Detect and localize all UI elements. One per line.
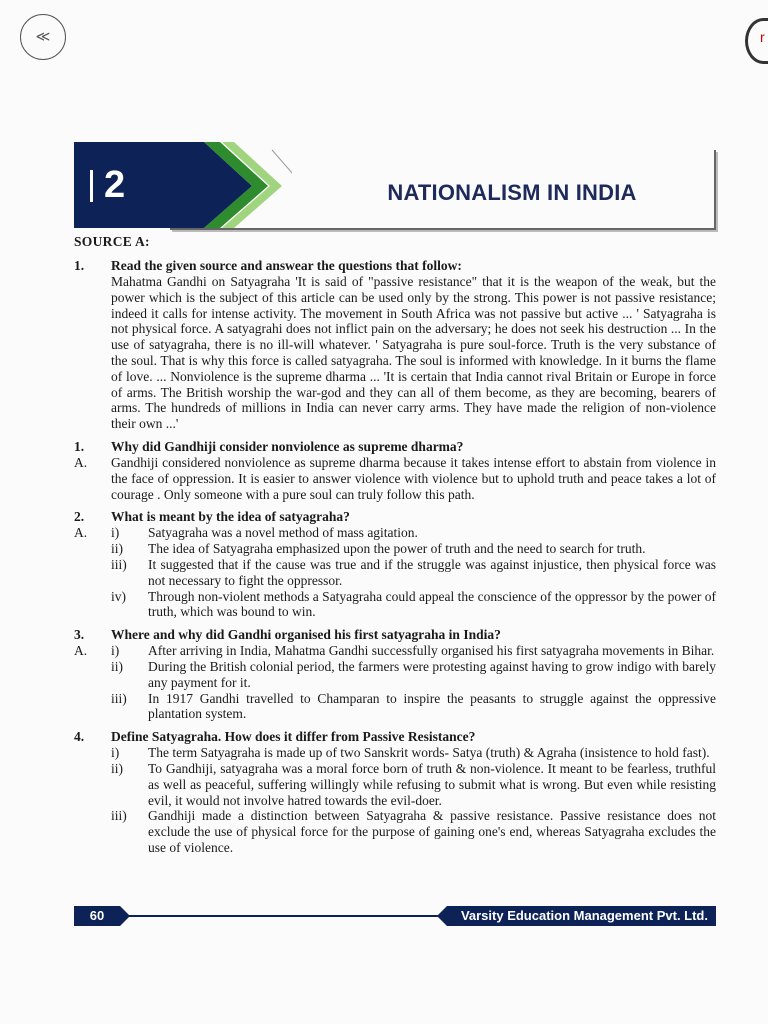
point-text: The term Satyagraha is made up of two Sanskrit words- Satya (truth) & Agraha (insistence to hold fast). — [148, 745, 710, 761]
point-numeral: ii) — [111, 760, 123, 776]
answer-point — [111, 761, 716, 808]
point-text: The idea of Satyagraha emphasized upon the power of truth and the need to search for truth. — [148, 541, 646, 557]
publisher-name: Varsity Education Management Pvt. Ltd. — [447, 906, 716, 926]
question-text: Define Satyagraha. How does it differ from Passive Resistance? — [111, 729, 476, 745]
point-text: Gandhiji made a distinction between Satyagraha & passive resistance. Passive resistance does not exclude the use of physical force for the purpose of gaining one's end, whereas Satyagraha excludes the use of violence. — [148, 808, 716, 855]
answer-point — [111, 691, 716, 723]
point-numeral: i) — [111, 643, 120, 659]
point-numeral: ii) — [111, 541, 123, 557]
point-text: In 1917 Gandhi travelled to Champaran to inspire the peasants to struggle against the oppressive plantation system. — [148, 690, 716, 722]
answer-item — [74, 525, 716, 620]
question-number: 3. — [74, 627, 85, 643]
question-item — [74, 509, 716, 525]
chapter-title: NATIONALISM IN INDIA — [387, 180, 637, 205]
question-number: 4. — [74, 729, 85, 745]
question-text: Why did Gandhiji consider nonviolence as supreme dharma? — [111, 438, 464, 454]
point-text: After arriving in India, Mahatma Gandhi successfully organised his first satyagraha movements in Bihar. — [148, 643, 715, 659]
answer-point — [111, 589, 716, 621]
page-number: 60 — [74, 906, 120, 926]
answer-point — [111, 525, 716, 541]
point-numeral: ii) — [111, 658, 123, 674]
point-numeral: iii) — [111, 808, 127, 824]
page-content — [74, 234, 716, 856]
question-item — [74, 439, 716, 455]
answer-point — [111, 557, 716, 589]
point-text: Through non-violent methods a Satyagraha could appeal the conscience of the oppressor by the power of truth, which was bound to win. — [148, 588, 716, 620]
point-text: Satyagraha was a novel method of mass agitation. — [148, 525, 418, 541]
answer-item — [74, 643, 716, 722]
back-circle-icon: ≪ — [20, 14, 66, 60]
question-item — [74, 729, 716, 745]
point-numeral: i) — [111, 745, 120, 761]
answer-point — [111, 745, 716, 761]
question-number: 1. — [74, 438, 85, 454]
question-number: 2. — [74, 509, 85, 525]
point-text: During the British colonial period, the farmers were protesting against having to grow indigo with barely any payment for it. — [148, 658, 716, 690]
question-text: What is meant by the idea of satyagraha? — [111, 509, 350, 525]
question-text: Where and why did Gandhi organised his first satyagraha in India? — [111, 627, 501, 643]
question-item — [74, 627, 716, 643]
source-question — [74, 258, 716, 432]
answer-item — [74, 745, 716, 856]
point-numeral: iii) — [111, 690, 127, 706]
source-passage: Mahatma Gandhi on Satyagraha 'It is said of "passive resistance" that it is the weapon of the weak, but the power which is the subject of this article can be used only by the strong. This power is not passive resistance; indeed it calls for intense activity. The movement in South Africa was not passive but active ... ' Satyagraha is not physical force. A satyagrahi does not inflict pain on the adversary; he does not seek his destruction ... In the use of satyagraha, there is no ill-will whatever. ' Satyagraha is pure soul-force. Truth is the very substance of the soul. That is why this force is called satyagraha. The soul is informed with knowledge. In it burns the flame of love. ... Nonviolence is the supreme dharma ... 'It is certain that India cannot rival Britain or Europe in force of arms. The British worship the war-god and they can all of them become, as they are becoming, bearers of arms. The hundreds of millions in India can never carry arms. They have made the religion of non-violence their own ...' — [111, 274, 716, 432]
point-text: It suggested that if the cause was true and if the struggle was against injustice, then physical force was not necessary to fight the oppressor. — [148, 556, 716, 588]
chapter-number: 2 — [104, 164, 126, 206]
answer-point — [111, 659, 716, 691]
answer-item — [74, 455, 716, 502]
chapter-header — [74, 142, 716, 230]
point-numeral: iv) — [111, 588, 126, 604]
source-heading: SOURCE A: — [74, 234, 150, 249]
page-footer — [74, 906, 716, 926]
point-text: To Gandhiji, satyagraha was a moral force born of truth & non-violence. It meant to be fearless, truthful as well as peaceful, suffering willingly while refusing to submit what is wrong. But even while resisting evil, it would not involve hatred towards the evil-doer. — [148, 760, 716, 808]
answer-label: A. — [74, 525, 88, 541]
chapter-tick — [90, 170, 93, 202]
question-number: 1. — [74, 258, 85, 273]
point-numeral: iii) — [111, 556, 127, 572]
answer-text: Gandhiji considered nonviolence as supreme dharma because it takes intense effort to abstain from violence in the face of oppression. It is easier to answer violence with violence but to uphold truth and peace takes a lot of courage . Only someone with a pure soul can truly follow this path. — [111, 454, 716, 502]
answer-point — [111, 541, 716, 557]
page-corner-mark: r — [745, 18, 768, 64]
answer-point — [111, 643, 716, 659]
chapter-number-box — [74, 142, 166, 228]
answer-label: A. — [74, 643, 88, 659]
answer-point — [111, 808, 716, 855]
answer-label: A. — [74, 454, 88, 470]
point-numeral: i) — [111, 525, 120, 541]
source-instruction: Read the given source and answear the questions that follow: — [111, 258, 462, 273]
